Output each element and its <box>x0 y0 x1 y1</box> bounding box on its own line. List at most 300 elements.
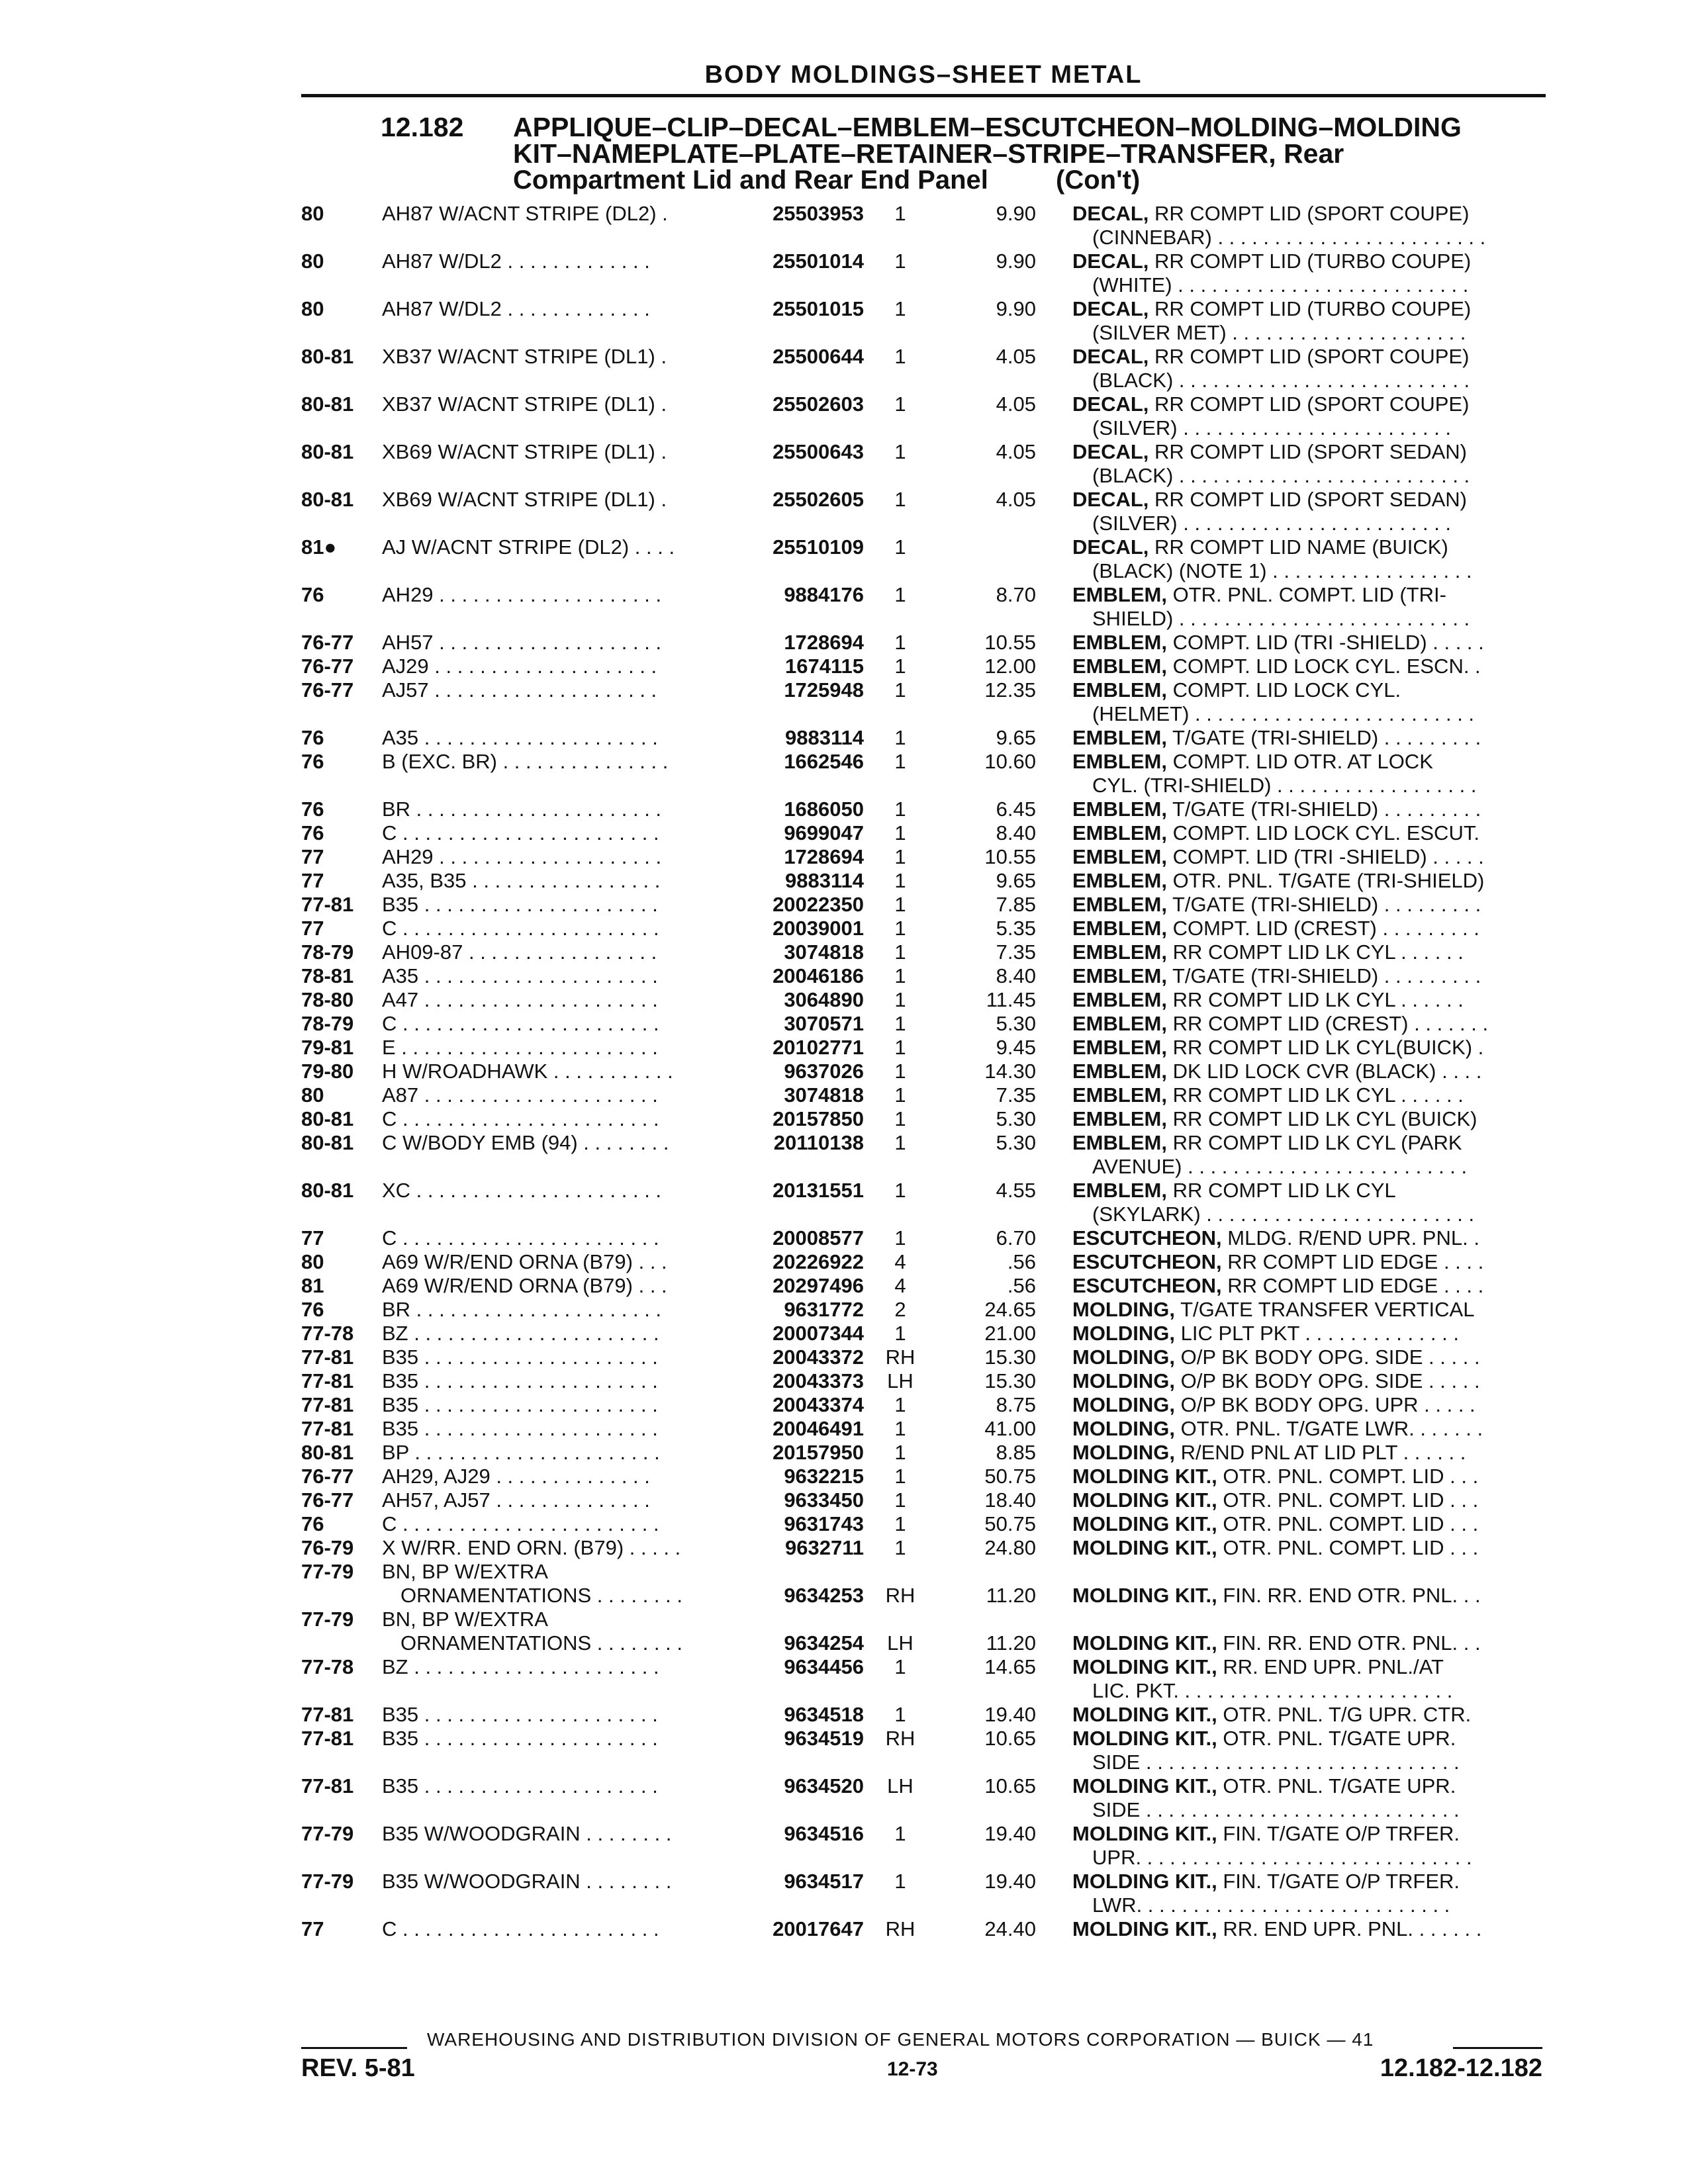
table-row <box>0 845 1688 869</box>
description-cell <box>1072 1441 1542 1465</box>
model-cell: AH29 . . . . . . . . . . . . . . . . . . . . <box>382 583 662 606</box>
model-cell: XC . . . . . . . . . . . . . . . . . . . . . . <box>382 1179 662 1202</box>
model-cell-continued: ORNAMENTATIONS . . . . . . . . <box>400 1584 682 1607</box>
quantity-cell: 1 <box>894 1703 906 1726</box>
part-number-cell: 1725948 <box>784 678 864 702</box>
table-row <box>0 1107 1688 1131</box>
footer-rule-right <box>1453 2047 1542 2049</box>
table-row <box>0 392 1688 440</box>
quantity-cell: 1 <box>894 1512 906 1535</box>
part-number-cell: 20226922 <box>773 1250 864 1273</box>
quantity-cell: 1 <box>894 1536 906 1559</box>
part-number-cell: 25502605 <box>773 488 864 511</box>
description-cell <box>1072 583 1542 607</box>
part-number-cell: 25501014 <box>773 250 864 273</box>
part-type-label: EMBLEM, <box>1072 940 1167 964</box>
description-text: OTR. PNL. T/GATE UPR. <box>1223 1774 1456 1797</box>
model-cell: H W/ROADHAWK . . . . . . . . . . . <box>382 1060 673 1083</box>
part-number-cell: 3064890 <box>784 988 864 1011</box>
year-cell: 80 <box>301 202 324 225</box>
year-cell: 78-79 <box>301 1012 354 1035</box>
price-cell: 10.55 <box>984 845 1036 868</box>
part-type-label: MOLDING, <box>1072 1417 1175 1440</box>
description-continued: (SILVER) . . . . . . . . . . . . . . . . . . . . . . . . <box>1092 416 1452 439</box>
year-cell: 77-79 <box>301 1870 354 1893</box>
description-cell <box>1072 821 1542 845</box>
table-row <box>0 535 1688 583</box>
part-type-label: EMBLEM, <box>1072 821 1167 844</box>
quantity-cell: 1 <box>894 988 906 1011</box>
description-text: FIN. RR. END OTR. PNL. . . <box>1223 1584 1481 1607</box>
price-cell: 7.85 <box>996 893 1036 916</box>
year-cell: 78-79 <box>301 940 354 964</box>
year-cell: 76-77 <box>301 678 354 702</box>
part-number-cell: 9633450 <box>784 1488 864 1512</box>
part-number-cell: 25500644 <box>773 345 864 368</box>
table-row <box>0 1655 1688 1703</box>
description-cell <box>1072 1822 1542 1846</box>
price-cell: 11.45 <box>986 988 1036 1011</box>
table-row <box>0 917 1688 940</box>
year-cell: 80 <box>301 1083 324 1107</box>
part-number-cell: 20007344 <box>773 1322 864 1345</box>
description-continued: SIDE . . . . . . . . . . . . . . . . . . . . . . . . . . . . <box>1092 1751 1460 1774</box>
part-type-label: MOLDING KIT., <box>1072 1488 1217 1512</box>
model-cell: BP . . . . . . . . . . . . . . . . . . . . . . <box>382 1441 660 1464</box>
part-type-label: EMBLEM, <box>1072 893 1167 916</box>
quantity-cell: 1 <box>894 821 906 844</box>
description-text: T/GATE (TRI-SHIELD) . . . . . . . . . <box>1172 726 1481 749</box>
year-cell: 76-77 <box>301 1488 354 1512</box>
section-number: 12.182 <box>381 112 464 142</box>
part-type-label: EMBLEM, <box>1072 631 1167 654</box>
price-cell: 50.75 <box>984 1512 1036 1535</box>
year-cell: 77 <box>301 917 324 940</box>
description-text: O/P BK BODY OPG. SIDE . . . . . <box>1180 1369 1480 1392</box>
part-number-cell: 20110138 <box>773 1131 864 1154</box>
part-number-cell: 1674115 <box>785 655 864 678</box>
price-cell: 9.90 <box>996 250 1036 273</box>
model-cell: BN, BP W/EXTRA <box>382 1608 548 1631</box>
description-text: COMPT. LID (CREST) . . . . . . . . . <box>1172 917 1479 940</box>
price-cell: .56 <box>1007 1250 1036 1273</box>
year-cell: 76-77 <box>301 631 354 654</box>
part-number-cell: 25510109 <box>773 535 864 559</box>
price-cell: 41.00 <box>984 1417 1036 1440</box>
table-row <box>0 1226 1688 1250</box>
price-cell: 4.05 <box>996 488 1036 511</box>
year-cell: 80-81 <box>301 1441 354 1464</box>
description-cell <box>1072 1727 1542 1751</box>
part-type-label: DECAL, <box>1072 392 1149 416</box>
quantity-cell: 1 <box>894 964 906 987</box>
part-type-label: MOLDING KIT., <box>1072 1655 1217 1678</box>
table-row <box>0 1322 1688 1345</box>
year-cell: 80 <box>301 297 324 320</box>
quantity-cell: 1 <box>894 345 906 368</box>
part-number-cell: 20008577 <box>773 1226 864 1250</box>
model-cell: XB37 W/ACNT STRIPE (DL1) . <box>382 392 667 416</box>
description-cell <box>1072 1060 1542 1083</box>
section-range: 12.182-12.182 <box>1380 2054 1542 2082</box>
price-cell: 24.80 <box>984 1536 1036 1559</box>
price-cell: 4.05 <box>996 440 1036 463</box>
model-cell: AH57 . . . . . . . . . . . . . . . . . . . . <box>382 631 662 654</box>
part-number-cell: 9634516 <box>784 1822 864 1845</box>
part-type-label: MOLDING KIT., <box>1072 1822 1217 1845</box>
table-row <box>0 1822 1688 1870</box>
model-cell: B (EXC. BR) . . . . . . . . . . . . . . . <box>382 750 669 773</box>
table-row <box>0 1345 1688 1369</box>
table-row <box>0 631 1688 655</box>
quantity-cell: 1 <box>894 535 906 559</box>
year-cell: 81 <box>301 1274 324 1297</box>
part-type-label: MOLDING KIT., <box>1072 1631 1217 1655</box>
quantity-cell: RH <box>885 1345 915 1369</box>
description-text: OTR. PNL. COMPT. LID . . . <box>1223 1512 1479 1535</box>
part-number-cell: 25501015 <box>773 297 864 320</box>
header-rule <box>301 94 1546 97</box>
table-row <box>0 583 1688 631</box>
model-cell: BR . . . . . . . . . . . . . . . . . . . . . . <box>382 1298 662 1321</box>
price-cell: 24.40 <box>984 1917 1036 1940</box>
description-text: O/P BK BODY OPG. SIDE . . . . . <box>1180 1345 1480 1369</box>
table-row <box>0 1488 1688 1512</box>
table-row <box>0 297 1688 345</box>
part-number-cell: 20043373 <box>773 1369 864 1392</box>
description-cell <box>1072 1131 1542 1155</box>
quantity-cell: 1 <box>894 1131 906 1154</box>
quantity-cell: 1 <box>894 1393 906 1416</box>
description-text: OTR. PNL. T/GATE UPR. <box>1223 1727 1456 1750</box>
part-type-label: DECAL, <box>1072 345 1149 368</box>
quantity-cell: 1 <box>894 488 906 511</box>
part-number-cell: 3074818 <box>784 940 864 964</box>
quantity-cell: 1 <box>894 1822 906 1845</box>
table-row <box>0 488 1688 535</box>
part-type-label: EMBLEM, <box>1072 988 1167 1011</box>
part-number-cell: 20157850 <box>773 1107 864 1130</box>
revision-label: REV. 5-81 <box>301 2054 415 2082</box>
price-cell: 14.65 <box>984 1655 1036 1678</box>
year-cell: 77-81 <box>301 1774 354 1797</box>
table-row <box>0 1036 1688 1060</box>
quantity-cell: 4 <box>894 1250 906 1273</box>
price-cell: 15.30 <box>984 1369 1036 1392</box>
description-cell <box>1072 940 1542 964</box>
description-cell <box>1072 964 1542 988</box>
quantity-cell: 1 <box>894 202 906 225</box>
table-row <box>0 440 1688 488</box>
part-type-label: EMBLEM, <box>1072 845 1167 868</box>
model-cell: C . . . . . . . . . . . . . . . . . . . . . . . <box>382 1107 659 1130</box>
description-cell <box>1072 250 1542 273</box>
description-cell <box>1072 488 1542 512</box>
part-type-label: EMBLEM, <box>1072 964 1167 987</box>
description-continued: SHIELD) . . . . . . . . . . . . . . . . . . . . . . . . . . <box>1092 607 1470 630</box>
description-cell <box>1072 988 1542 1012</box>
year-cell: 77 <box>301 1917 324 1940</box>
description-text: COMPT. LID LOCK CYL. ESCN. . <box>1172 655 1481 678</box>
part-number-cell: 9884176 <box>784 583 864 606</box>
part-type-label: MOLDING, <box>1072 1441 1175 1464</box>
price-cell: 7.35 <box>996 1083 1036 1107</box>
part-number-cell: 20043372 <box>773 1345 864 1369</box>
quantity-cell: 1 <box>894 1036 906 1059</box>
model-cell: AH57, AJ57 . . . . . . . . . . . . . . <box>382 1488 650 1512</box>
description-text: RR COMPT LID (SPORT COUPE) <box>1154 345 1470 368</box>
part-type-label: EMBLEM, <box>1072 1036 1167 1059</box>
part-type-label: DECAL, <box>1072 202 1149 225</box>
year-cell: 77 <box>301 1226 324 1250</box>
year-cell: 77 <box>301 869 324 892</box>
year-cell: 77-81 <box>301 1417 354 1440</box>
table-row <box>0 1012 1688 1036</box>
model-cell: A87 . . . . . . . . . . . . . . . . . . . . . <box>382 1083 658 1107</box>
year-cell: 80-81 <box>301 345 354 368</box>
table-row <box>0 726 1688 750</box>
model-cell: B35 . . . . . . . . . . . . . . . . . . . . . <box>382 1727 658 1750</box>
model-cell: XB37 W/ACNT STRIPE (DL1) . <box>382 345 667 368</box>
part-number-cell: 3070571 <box>784 1012 864 1035</box>
year-cell: 76 <box>301 583 324 606</box>
table-row <box>0 964 1688 988</box>
description-continued: (HELMET) . . . . . . . . . . . . . . . . . . . . . . . . . <box>1092 702 1475 725</box>
price-cell: 9.65 <box>996 726 1036 749</box>
description-text: RR COMPT LID (SPORT COUPE) <box>1154 392 1470 416</box>
description-cell <box>1072 1488 1542 1512</box>
description-cell <box>1072 1917 1542 1941</box>
part-type-label: MOLDING KIT., <box>1072 1774 1217 1797</box>
part-number-cell: 20102771 <box>773 1036 864 1059</box>
year-cell: 77-79 <box>301 1822 354 1845</box>
description-continued: CYL. (TRI-SHIELD) . . . . . . . . . . . . . . . . . . <box>1092 774 1477 797</box>
table-row <box>0 1917 1688 1941</box>
description-text: OTR. PNL. COMPT. LID . . . <box>1223 1536 1479 1559</box>
description-cell <box>1072 1870 1542 1893</box>
model-cell: A47 . . . . . . . . . . . . . . . . . . . . . <box>382 988 658 1011</box>
model-cell: C . . . . . . . . . . . . . . . . . . . . . . . <box>382 821 659 844</box>
part-number-cell: 20131551 <box>773 1179 864 1202</box>
description-text: T/GATE (TRI-SHIELD) . . . . . . . . . <box>1172 893 1481 916</box>
description-cell <box>1072 440 1542 464</box>
part-type-label: DECAL, <box>1072 488 1149 511</box>
quantity-cell: 1 <box>894 1322 906 1345</box>
table-row <box>0 1417 1688 1441</box>
quantity-cell: LH <box>887 1369 914 1392</box>
model-cell: AH87 W/ACNT STRIPE (DL2) . <box>382 202 668 225</box>
quantity-cell: LH <box>887 1631 914 1655</box>
part-type-label: EMBLEM, <box>1072 917 1167 940</box>
part-type-label: EMBLEM, <box>1072 655 1167 678</box>
model-cell: BZ . . . . . . . . . . . . . . . . . . . . . . <box>382 1655 659 1678</box>
part-type-label: EMBLEM, <box>1072 1083 1167 1107</box>
quantity-cell: 1 <box>894 1465 906 1488</box>
quantity-cell: 1 <box>894 750 906 773</box>
part-number-cell: 9632215 <box>784 1465 864 1488</box>
model-cell: E . . . . . . . . . . . . . . . . . . . . . . . <box>382 1036 658 1059</box>
table-row <box>0 1298 1688 1322</box>
price-cell: 5.30 <box>996 1012 1036 1035</box>
quantity-cell: 1 <box>894 1441 906 1464</box>
description-text: RR COMPT LID LK CYL (PARK <box>1172 1131 1462 1154</box>
description-text: RR COMPT LID LK CYL . . . . . . <box>1172 1083 1464 1107</box>
part-type-label: MOLDING, <box>1072 1298 1175 1321</box>
description-text: LIC PLT PKT . . . . . . . . . . . . . . <box>1180 1322 1459 1345</box>
quantity-cell: 1 <box>894 1107 906 1130</box>
year-cell: 76 <box>301 726 324 749</box>
quantity-cell: 1 <box>894 917 906 940</box>
year-cell: 77-79 <box>301 1608 354 1631</box>
price-cell: 18.40 <box>984 1488 1036 1512</box>
description-text: FIN. T/GATE O/P TRFER. <box>1223 1822 1460 1845</box>
section-title-line-3 <box>513 165 1141 195</box>
quantity-cell: 1 <box>894 1179 906 1202</box>
description-cell <box>1072 1417 1542 1441</box>
description-cell <box>1072 297 1542 321</box>
description-cell <box>1072 1393 1542 1417</box>
description-text: OTR. PNL. COMPT. LID . . . <box>1223 1488 1479 1512</box>
quantity-cell: 1 <box>894 1655 906 1678</box>
model-cell: AH87 W/DL2 . . . . . . . . . . . . . <box>382 297 650 320</box>
quantity-cell: 1 <box>894 1083 906 1107</box>
price-cell: 19.40 <box>984 1822 1036 1845</box>
table-row <box>0 1560 1688 1608</box>
part-type-label: EMBLEM, <box>1072 1060 1167 1083</box>
model-cell: XB69 W/ACNT STRIPE (DL1) . <box>382 440 667 463</box>
quantity-cell: 1 <box>894 797 906 821</box>
price-cell: 12.00 <box>984 655 1036 678</box>
table-row <box>0 1274 1688 1298</box>
description-cell <box>1072 869 1542 893</box>
year-cell: 80 <box>301 250 324 273</box>
part-number-cell: 9632711 <box>785 1536 864 1559</box>
description-cell <box>1072 1012 1542 1036</box>
part-type-label: ESCUTCHEON, <box>1072 1250 1222 1273</box>
year-cell: 80-81 <box>301 440 354 463</box>
table-row <box>0 678 1688 726</box>
description-cell <box>1072 1107 1542 1131</box>
price-cell: 10.60 <box>984 750 1036 773</box>
description-text: T/GATE (TRI-SHIELD) . . . . . . . . . <box>1172 797 1481 821</box>
part-number-cell: 20157950 <box>773 1441 864 1464</box>
description-continued: (BLACK) (NOTE 1) . . . . . . . . . . . . . . . . . . <box>1092 559 1472 582</box>
table-row <box>0 345 1688 392</box>
table-row <box>0 1441 1688 1465</box>
quantity-cell: 1 <box>894 250 906 273</box>
quantity-cell: 1 <box>894 893 906 916</box>
description-text: RR COMPT LID EDGE . . . . <box>1227 1250 1484 1273</box>
model-cell: B35 . . . . . . . . . . . . . . . . . . . . . <box>382 1417 658 1440</box>
model-cell: A69 W/R/END ORNA (B79) . . . <box>382 1250 667 1273</box>
model-cell: BR . . . . . . . . . . . . . . . . . . . . . . <box>382 797 662 821</box>
quantity-cell: 1 <box>894 583 906 606</box>
model-cell: A35 . . . . . . . . . . . . . . . . . . . . . <box>382 964 658 987</box>
part-number-cell: 1662546 <box>784 750 864 773</box>
part-number-cell: 20039001 <box>773 917 864 940</box>
price-cell: 19.40 <box>984 1703 1036 1726</box>
table-row <box>0 1393 1688 1417</box>
price-cell: 50.75 <box>984 1465 1036 1488</box>
part-number-cell: 9699047 <box>784 821 864 844</box>
part-number-cell: 9634517 <box>784 1870 864 1893</box>
price-cell: 9.90 <box>996 297 1036 320</box>
description-cell <box>1072 678 1542 702</box>
model-cell: B35 . . . . . . . . . . . . . . . . . . . . . <box>382 1369 658 1392</box>
part-type-label: EMBLEM, <box>1072 726 1167 749</box>
price-cell: 5.35 <box>996 917 1036 940</box>
quantity-cell: RH <box>885 1584 915 1607</box>
table-row <box>0 940 1688 964</box>
description-text: O/P BK BODY OPG. UPR . . . . . <box>1180 1393 1476 1416</box>
quantity-cell: 1 <box>894 940 906 964</box>
year-cell: 80-81 <box>301 488 354 511</box>
description-cell <box>1072 750 1542 774</box>
description-cell <box>1072 1250 1542 1274</box>
description-continued: (SILVER) . . . . . . . . . . . . . . . . . . . . . . . . <box>1092 512 1452 535</box>
table-row <box>0 1703 1688 1727</box>
part-number-cell: 9634518 <box>784 1703 864 1726</box>
price-cell: 4.55 <box>996 1179 1036 1202</box>
table-row <box>0 1060 1688 1083</box>
part-number-cell: 9631772 <box>784 1298 864 1321</box>
section-title-line-1: APPLIQUE–CLIP–DECAL–EMBLEM–ESCUTCHEON–MOLDING–MOLDING <box>513 112 1462 142</box>
quantity-cell: 1 <box>894 845 906 868</box>
description-text: RR. END UPR. PNL./AT <box>1223 1655 1444 1678</box>
description-cell <box>1072 1655 1542 1679</box>
part-number-cell: 20046491 <box>773 1417 864 1440</box>
price-cell: 10.65 <box>984 1727 1036 1750</box>
table-row <box>0 797 1688 821</box>
description-continued: SIDE . . . . . . . . . . . . . . . . . . . . . . . . . . . . <box>1092 1798 1460 1821</box>
model-cell: B35 . . . . . . . . . . . . . . . . . . . . . <box>382 1345 658 1369</box>
part-type-label: MOLDING, <box>1072 1369 1175 1392</box>
price-cell: 8.75 <box>996 1393 1036 1416</box>
quantity-cell: 1 <box>894 869 906 892</box>
description-cell <box>1072 535 1542 559</box>
description-text: OTR. PNL. T/GATE (TRI-SHIELD) <box>1172 869 1485 892</box>
description-text: RR COMPT LID (TURBO COUPE) <box>1154 250 1472 273</box>
description-cell <box>1072 1369 1542 1393</box>
year-cell: 77-78 <box>301 1655 354 1678</box>
year-cell: 77-78 <box>301 1322 354 1345</box>
model-cell: C . . . . . . . . . . . . . . . . . . . . . . . <box>382 1512 659 1535</box>
part-type-label: MOLDING, <box>1072 1345 1175 1369</box>
year-cell: 80-81 <box>301 1179 354 1202</box>
price-cell: 8.85 <box>996 1441 1036 1464</box>
description-text: RR COMPT LID (SPORT SEDAN) <box>1154 488 1467 511</box>
price-cell: 7.35 <box>996 940 1036 964</box>
description-text: R/END PNL AT LID PLT . . . . . . <box>1180 1441 1466 1464</box>
part-type-label: DECAL, <box>1072 440 1149 463</box>
quantity-cell: 1 <box>894 655 906 678</box>
year-cell: 77-79 <box>301 1560 354 1583</box>
quantity-cell: RH <box>885 1917 915 1940</box>
price-cell: 4.05 <box>996 392 1036 416</box>
description-continued: (WHITE) . . . . . . . . . . . . . . . . . . . . . . . . . . <box>1092 273 1469 296</box>
table-row <box>0 1083 1688 1107</box>
model-cell: AH09-87 . . . . . . . . . . . . . . . . . <box>382 940 657 964</box>
part-type-label: MOLDING, <box>1072 1393 1175 1416</box>
footer-division: WAREHOUSING AND DISTRIBUTION DIVISION OF GENERAL MOTORS CORPORATION — BUICK — 41 <box>427 2029 1374 2050</box>
quantity-cell: LH <box>887 1774 914 1797</box>
price-cell: 6.70 <box>996 1226 1036 1250</box>
description-text: COMPT. LID (TRI -SHIELD) . . . . . <box>1172 631 1484 654</box>
price-cell: 6.45 <box>996 797 1036 821</box>
part-number-cell: 1728694 <box>784 631 864 654</box>
year-cell: 76 <box>301 750 324 773</box>
description-continued: (SILVER MET) . . . . . . . . . . . . . . . . . . . . . <box>1092 321 1466 344</box>
